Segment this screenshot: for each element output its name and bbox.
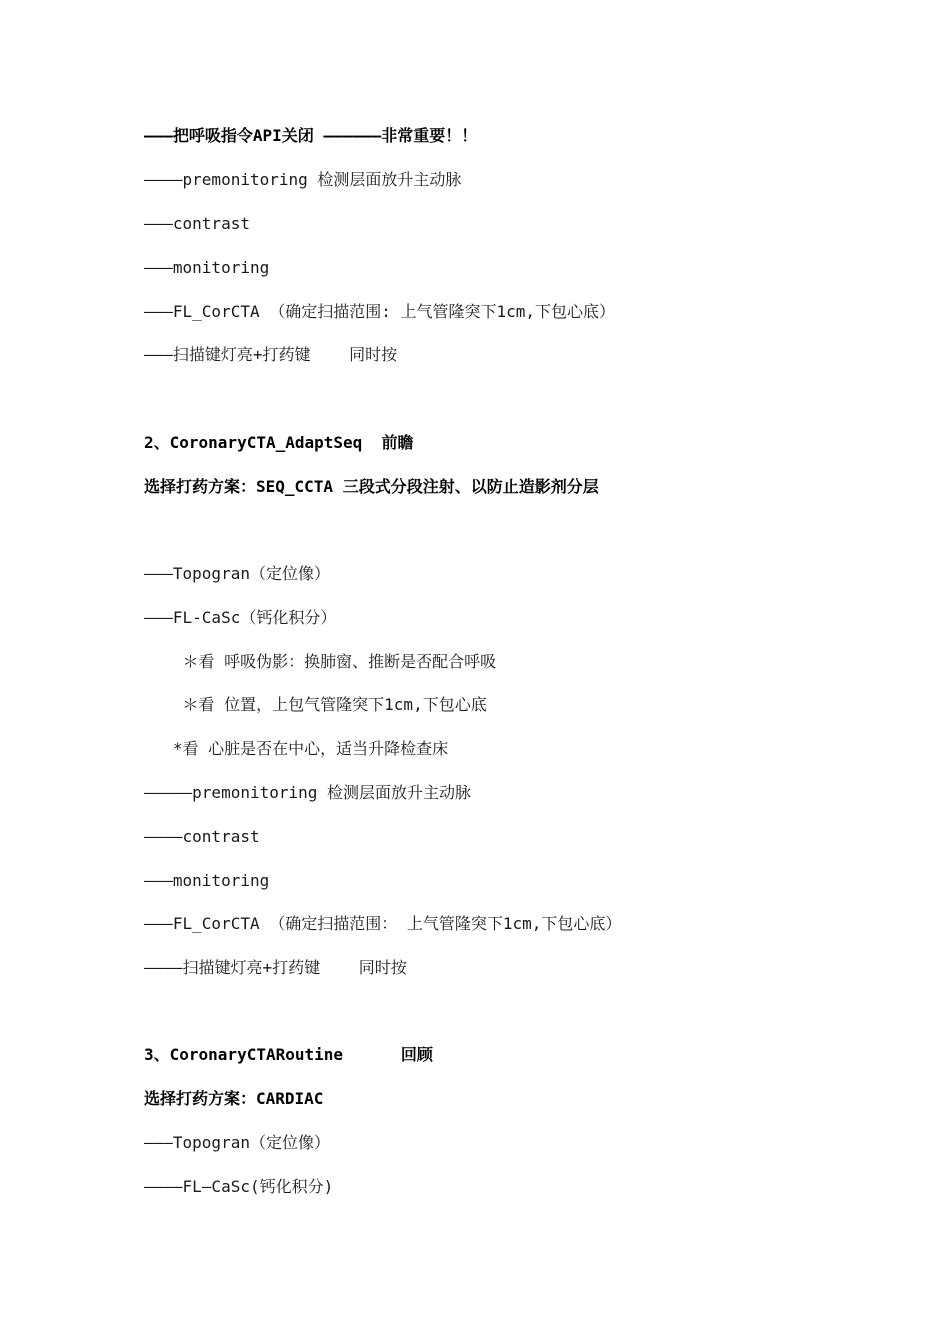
text-line-4: ———monitoring [144, 258, 270, 277]
text-line-16: ————扫描键灯亮+打药键 同时按 [144, 958, 407, 977]
text-line-8: ———FL-CaSc（钙化积分） [144, 608, 337, 627]
text-line-3: ———contrast [144, 214, 250, 233]
injection-plan-3: 选择打药方案：CARDIAC [144, 1089, 324, 1108]
text-line-6: ———扫描键灯亮+打药键 同时按 [144, 345, 398, 364]
text-line-7: ———Topogran（定位像） [144, 564, 330, 583]
text-line-12: —————premonitoring 检测层面放升主动脉 [144, 783, 472, 802]
section-heading-2: 2、CoronaryCTA_AdaptSeq 前瞻 [144, 433, 414, 452]
text-line-15: ———FL_CorCTA （确定扫描范围： 上气管隆突下1cm,下包心底） [144, 914, 622, 933]
text-line-14: ———monitoring [144, 871, 270, 890]
text-line-11: *看 心脏是否在中心，适当升降检查床 [144, 739, 449, 758]
injection-plan-2: 选择打药方案：SEQ_CCTA 三段式分段注射、以防止造影剂分层 [144, 477, 599, 496]
section-heading-3: 3、CoronaryCTARoutine 回顾 [144, 1045, 433, 1064]
text-line-13: ————contrast [144, 827, 260, 846]
text-line-5: ———FL_CorCTA （确定扫描范围: 上气管隆突下1cm,下包心底） [144, 302, 616, 321]
text-line-1: ———把呼吸指令API关闭 ——————非常重要！！ [144, 126, 478, 145]
text-line-9: ＊看 呼吸伪影：换肺窗、推断是否配合呼吸 [144, 652, 497, 671]
text-line-17: ———Topogran（定位像） [144, 1133, 330, 1152]
text-line-18: ————FL—CaSc(钙化积分) [144, 1177, 334, 1196]
text-line-10: ＊看 位置，上包气管隆突下1cm,下包心底 [144, 695, 487, 714]
text-line-2: ————premonitoring 检测层面放升主动脉 [144, 170, 462, 189]
